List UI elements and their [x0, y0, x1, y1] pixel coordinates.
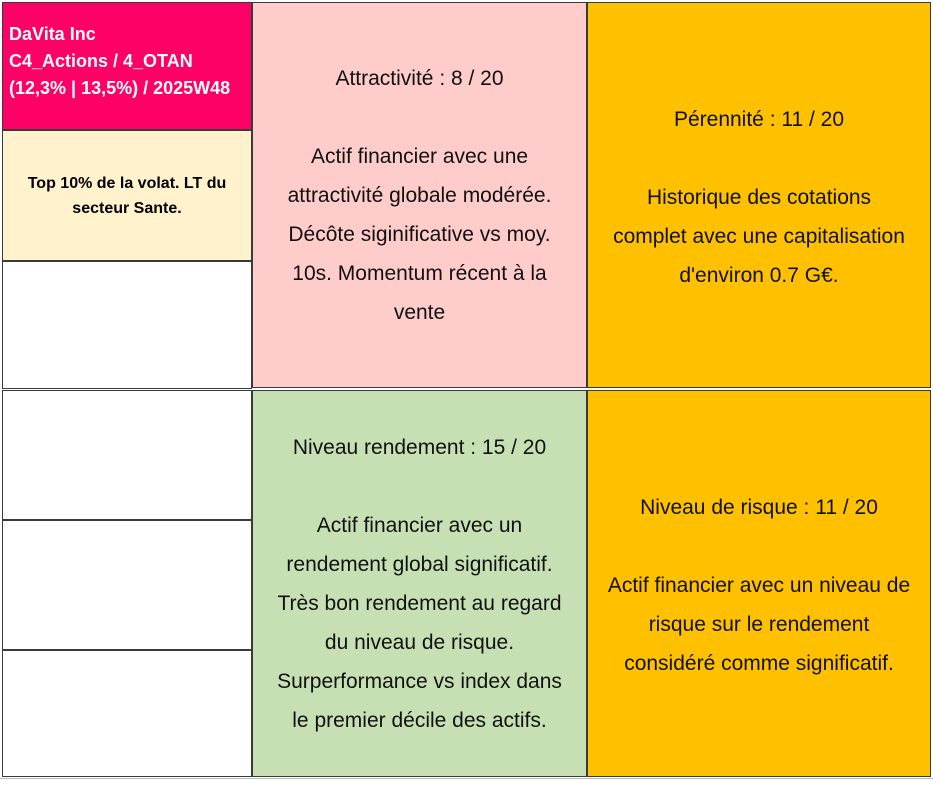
rendement-line: Très bon rendement au regard [277, 591, 562, 615]
rendement-cell [252, 390, 587, 777]
bottom-divider [0, 778, 933, 779]
perennite-line: complet avec une capitalisation [613, 225, 905, 248]
empty-cell-1 [2, 261, 252, 389]
company-name: DaVita Inc [9, 24, 96, 44]
category-label: C4_Actions / 4_OTAN [9, 51, 193, 71]
risque-line: Actif financier avec un niveau de [607, 574, 911, 597]
volatility-note: Top 10% de la volat. LT du secteur Sante. [27, 174, 227, 217]
risque-line: risque sur le rendement [648, 613, 870, 636]
attractivite-line: vente [393, 300, 446, 324]
empty-cell-3 [2, 520, 252, 650]
rendement-line: Actif financier avec un [316, 513, 523, 537]
perennite-line: Historique des cotations [646, 186, 872, 209]
risque-line: considéré comme significatif. [624, 652, 894, 675]
volatility-note-cell [2, 130, 252, 261]
attractivite-title: Attractivité : 8 / 20 [335, 66, 504, 90]
rendement-title: Niveau rendement : 15 / 20 [292, 435, 547, 459]
attractivite-line: Décôte siginificative vs moy. [288, 222, 551, 246]
perennite-cell [587, 2, 931, 388]
perennite-title: Pérennité : 11 / 20 [673, 108, 845, 131]
attractivite-line: Actif financier avec une [310, 144, 529, 168]
rendement-line: rendement global significatif. [286, 552, 553, 576]
attractivite-line: 10s. Momentum récent à la [292, 261, 547, 285]
rendement-line: Surperformance vs index dans [277, 669, 562, 693]
risque-title: Niveau de risque : 11 / 20 [640, 496, 878, 519]
rendement-line: du niveau de risque. [324, 630, 515, 654]
risque-cell [587, 390, 931, 777]
stats-label: (12,3% | 13,5%) / 2025W48 [9, 78, 231, 98]
empty-cell-4 [2, 650, 252, 777]
rendement-line: le premier décile des actifs. [292, 708, 547, 732]
empty-cell-2 [2, 390, 252, 520]
attractivite-line: attractivité globale modérée. [287, 183, 552, 207]
asset-header-cell [2, 2, 252, 130]
attractivite-cell [252, 2, 587, 388]
perennite-line: d'environ 0.7 G€. [679, 264, 839, 287]
